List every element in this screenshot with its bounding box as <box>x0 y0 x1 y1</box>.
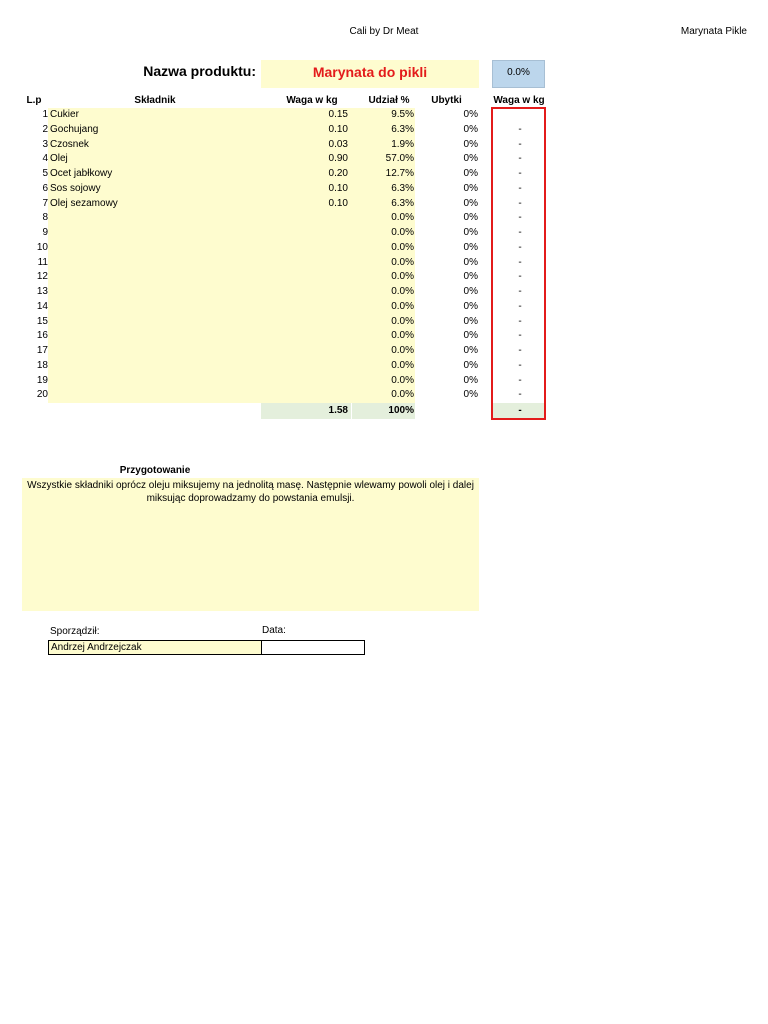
ingredient-share[interactable]: 0.0% <box>391 241 414 253</box>
row-number: 1 <box>42 109 48 120</box>
header-center-text: Cali by Dr Meat <box>349 26 419 37</box>
ingredient-weight-right[interactable]: - <box>518 345 522 356</box>
date-label: Data: <box>262 625 286 636</box>
ingredient-weight[interactable]: 0.15 <box>328 109 348 120</box>
ingredient-name[interactable]: Cukier <box>50 109 79 120</box>
total-share: 100% <box>388 405 414 416</box>
row-number: 8 <box>42 212 48 224</box>
ingredient-loss[interactable]: 0% <box>463 138 478 150</box>
ingredient-share[interactable]: 0.0% <box>391 286 414 297</box>
ingredient-share[interactable]: 0.0% <box>391 256 414 268</box>
ingredient-name[interactable]: Olej <box>50 153 68 165</box>
ingredients-table <box>0 108 560 403</box>
ingredient-name[interactable]: Sos sojowy <box>50 182 101 194</box>
table-row <box>0 197 560 212</box>
prepared-by-cell[interactable] <box>48 640 262 655</box>
row-number: 14 <box>36 300 48 312</box>
ingredient-weight-right[interactable]: - <box>518 212 522 224</box>
ingredient-loss[interactable]: 0% <box>463 345 478 356</box>
preparation-text: Wszystkie składniki oprócz oleju miksujemy na jednolitą masę. Następnie wlewamy powoli olej i dalej miksując doprowadzamy do powstania emulsji. <box>27 480 474 504</box>
table-row <box>0 344 560 359</box>
table-row <box>0 374 560 389</box>
table-row <box>0 315 560 330</box>
table-row <box>0 388 560 403</box>
ingredient-loss[interactable]: 0% <box>463 241 478 253</box>
ingredient-loss[interactable]: 0% <box>463 300 478 312</box>
table-row <box>0 226 560 241</box>
ingredient-weight[interactable]: 0.03 <box>328 138 348 150</box>
table-row <box>0 359 560 374</box>
ingredient-loss[interactable]: 0% <box>463 389 478 401</box>
ingredient-weight-right[interactable]: - <box>518 182 522 194</box>
ingredient-share[interactable]: 57.0% <box>385 153 414 165</box>
ingredient-weight-right[interactable]: - <box>518 153 522 165</box>
table-row <box>0 300 560 315</box>
ingredient-name[interactable]: Ocet jabłkowy <box>50 168 113 179</box>
column-header-ingredient: Składnik <box>134 95 176 106</box>
ingredient-weight-right[interactable]: - <box>518 123 522 135</box>
row-number: 15 <box>36 315 48 327</box>
preparation-cell[interactable] <box>22 478 479 611</box>
ingredient-loss[interactable]: 0% <box>463 330 478 342</box>
ingredient-loss[interactable]: 0% <box>463 109 478 120</box>
table-row <box>0 256 560 271</box>
row-number: 19 <box>36 374 48 386</box>
table-row <box>0 108 560 123</box>
ingredient-name[interactable]: Gochujang <box>50 123 99 135</box>
ingredient-share[interactable]: 0.0% <box>391 345 414 356</box>
ingredient-loss[interactable]: 0% <box>463 227 478 238</box>
table-row <box>0 329 560 344</box>
prepared-by-value: Andrzej Andrzejczak <box>51 642 142 653</box>
ingredient-share[interactable]: 0.0% <box>391 315 414 327</box>
row-number: 18 <box>36 359 48 371</box>
highlight-frame <box>491 107 546 420</box>
ingredient-weight[interactable]: 0.20 <box>328 168 348 179</box>
table-row <box>0 123 560 138</box>
column-header-loss: Ubytki <box>431 95 462 106</box>
total-weight-right: - <box>518 405 522 416</box>
product-name-label: Nazwa produktu: <box>143 63 256 79</box>
ingredient-loss[interactable]: 0% <box>463 256 478 268</box>
ingredient-weight[interactable]: 0.90 <box>328 153 348 165</box>
ingredient-weight-right[interactable]: - <box>518 300 522 312</box>
row-number: 9 <box>42 227 48 238</box>
product-name-value: Marynata do pikli <box>312 64 428 80</box>
row-number: 5 <box>42 168 48 179</box>
ingredient-weight-right[interactable]: - <box>518 286 522 297</box>
ingredient-share[interactable]: 9.5% <box>391 109 414 120</box>
table-row <box>0 152 560 167</box>
ingredient-loss[interactable]: 0% <box>463 168 478 179</box>
ingredient-share[interactable]: 0.0% <box>391 359 414 371</box>
row-number: 12 <box>36 271 48 283</box>
ingredient-loss[interactable]: 0% <box>463 315 478 327</box>
ingredient-share[interactable]: 0.0% <box>391 212 414 224</box>
ingredient-loss[interactable]: 0% <box>463 182 478 194</box>
ingredient-share[interactable]: 0.0% <box>391 330 414 342</box>
table-row <box>0 241 560 256</box>
column-header-lp: L.p <box>26 95 42 106</box>
row-number: 2 <box>42 123 48 135</box>
product-name-cell[interactable] <box>261 60 479 88</box>
table-row <box>0 182 560 197</box>
row-number: 6 <box>42 182 48 194</box>
ingredient-weight-right[interactable]: - <box>518 374 522 386</box>
ingredient-loss[interactable]: 0% <box>463 212 478 224</box>
ingredient-share[interactable]: 12.7% <box>385 168 414 179</box>
ingredient-share[interactable]: 0.0% <box>391 300 414 312</box>
column-header-weight: Waga w kg <box>286 95 338 106</box>
row-number: 13 <box>36 286 48 297</box>
table-row <box>0 270 560 285</box>
row-number: 7 <box>42 197 48 209</box>
ingredient-weight[interactable]: 0.10 <box>328 182 348 194</box>
ingredient-loss[interactable]: 0% <box>463 197 478 209</box>
ingredient-loss[interactable]: 0% <box>463 271 478 283</box>
ingredient-share[interactable]: 6.3% <box>391 123 414 135</box>
ingredient-share[interactable]: 0.0% <box>391 271 414 283</box>
ingredient-weight-right[interactable]: - <box>518 256 522 268</box>
ingredient-loss[interactable]: 0% <box>463 359 478 371</box>
ingredient-loss[interactable]: 0% <box>463 374 478 386</box>
ingredient-name[interactable]: Olej sezamowy <box>50 197 118 209</box>
ingredient-loss[interactable]: 0% <box>463 286 478 297</box>
date-cell[interactable] <box>261 640 365 655</box>
ingredient-share[interactable]: 0.0% <box>391 374 414 386</box>
column-header-weight-right: Waga w kg <box>493 95 545 106</box>
ingredient-share[interactable]: 6.3% <box>391 197 414 209</box>
ingredient-loss[interactable]: 0% <box>463 153 478 165</box>
row-number: 16 <box>36 330 48 342</box>
ingredient-share[interactable]: 0.0% <box>391 227 414 238</box>
ingredient-name[interactable]: Czosnek <box>50 138 89 150</box>
column-header-share: Udział % <box>368 95 410 106</box>
ingredient-weight-right[interactable]: - <box>518 138 522 150</box>
row-number: 20 <box>36 389 48 401</box>
totals-row <box>0 403 560 419</box>
row-number: 3 <box>42 138 48 150</box>
ingredient-weight-right[interactable]: - <box>518 330 522 342</box>
row-number: 4 <box>42 153 48 165</box>
ingredient-weight[interactable]: 0.10 <box>328 123 348 135</box>
ingredient-weight[interactable]: 0.10 <box>328 197 348 209</box>
ingredient-weight-right[interactable]: - <box>518 227 522 238</box>
ingredient-weight-right[interactable]: - <box>518 241 522 253</box>
ingredient-weight-right[interactable]: - <box>518 359 522 371</box>
table-row <box>0 211 560 226</box>
ingredient-weight-right[interactable]: - <box>518 271 522 283</box>
row-number: 10 <box>36 241 48 253</box>
product-percent-cell[interactable]: 0.0% <box>492 60 545 88</box>
ingredient-weight-right[interactable]: - <box>518 197 522 209</box>
table-row <box>0 285 560 300</box>
ingredient-loss[interactable]: 0% <box>463 123 478 135</box>
header-right-text: Marynata Pikle <box>680 26 747 37</box>
table-row <box>0 138 560 153</box>
preparation-title: Przygotowanie <box>119 465 191 476</box>
ingredient-share[interactable]: 0.0% <box>391 389 414 401</box>
prepared-by-label: Sporządził: <box>50 626 100 637</box>
ingredient-weight-right[interactable]: - <box>518 389 522 401</box>
ingredient-share[interactable]: 6.3% <box>391 182 414 194</box>
row-number: 17 <box>36 345 48 356</box>
ingredient-share[interactable]: 1.9% <box>391 138 414 150</box>
ingredient-weight-right[interactable]: - <box>518 315 522 327</box>
row-number: 11 <box>37 256 48 268</box>
table-row <box>0 167 560 182</box>
total-weight: 1.58 <box>328 405 348 416</box>
ingredient-weight-right[interactable]: - <box>518 168 522 179</box>
